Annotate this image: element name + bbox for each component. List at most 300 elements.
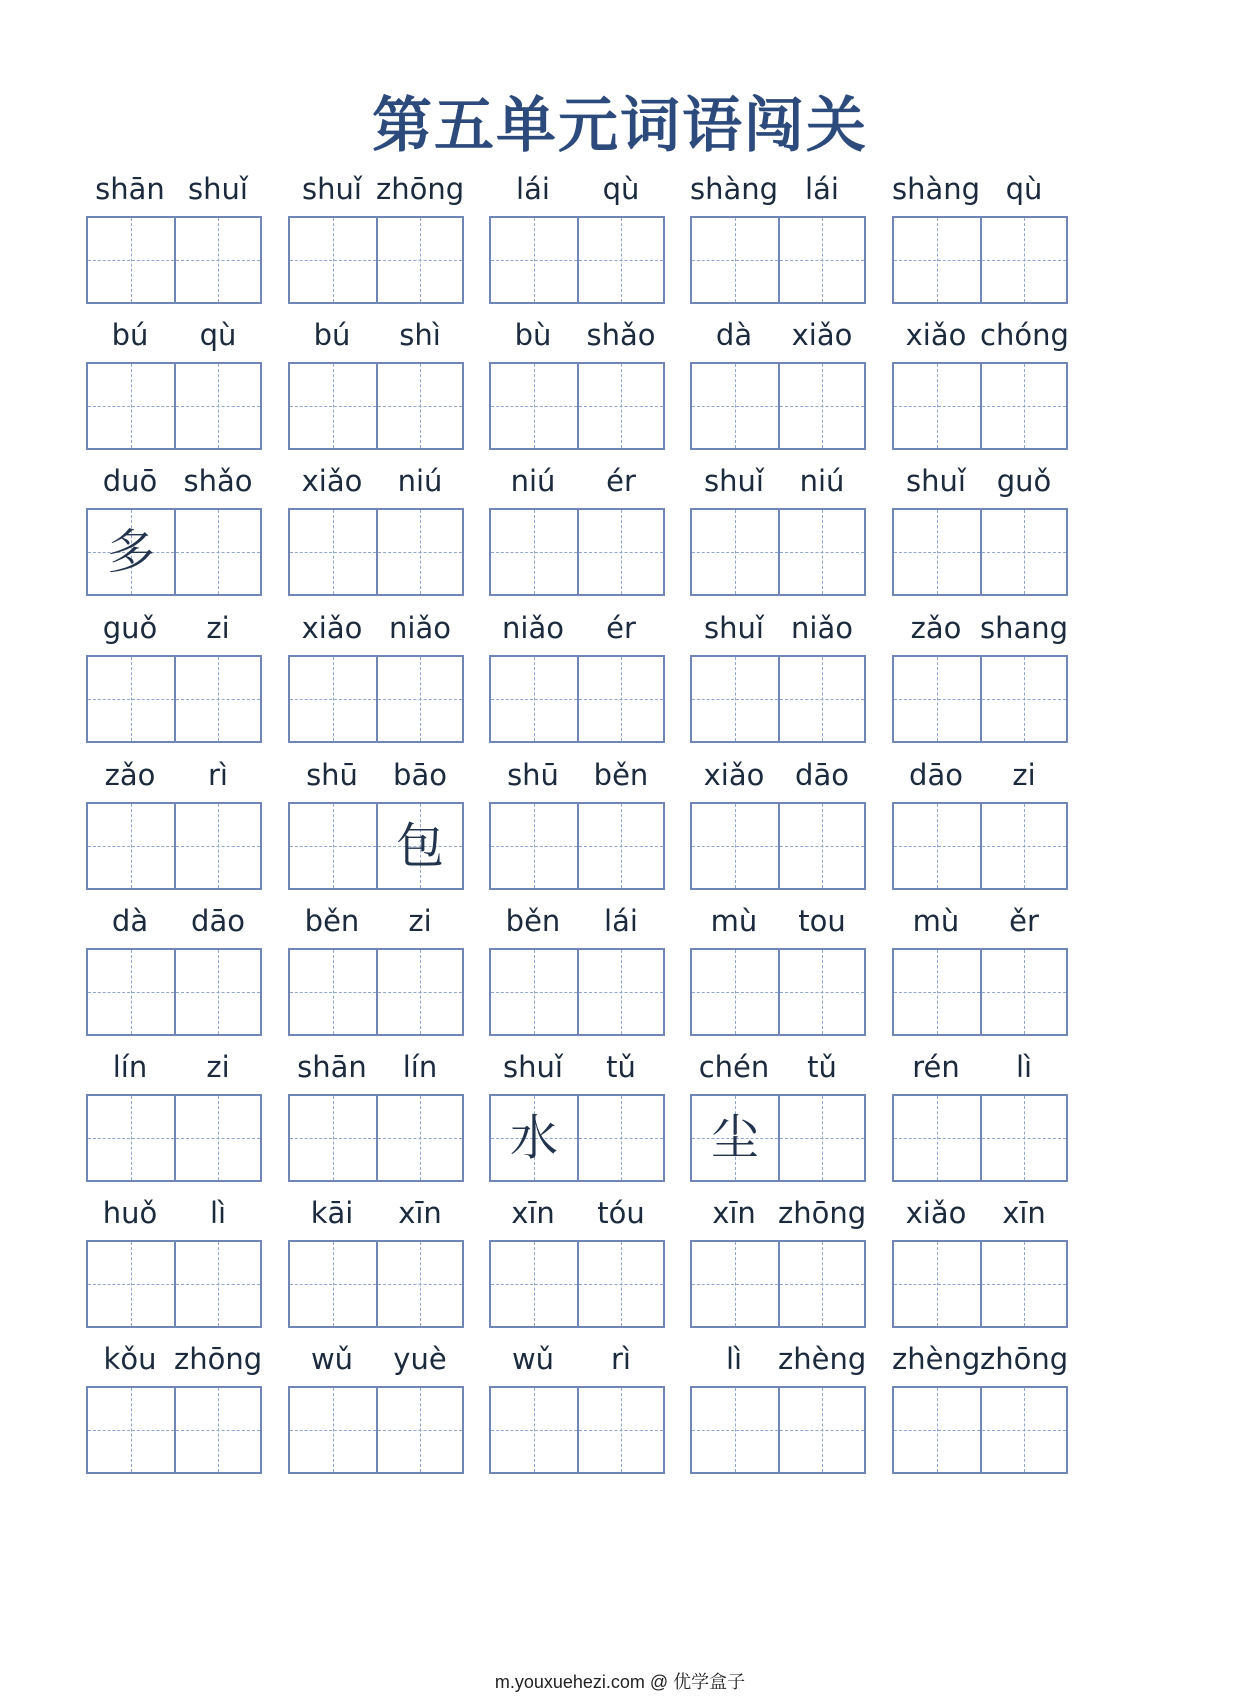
pinyin-line bbox=[690, 1048, 866, 1088]
character-square[interactable] bbox=[174, 950, 260, 1034]
word-cell bbox=[288, 609, 464, 739]
pinyin-syllable: lái bbox=[604, 904, 638, 938]
writing-box bbox=[690, 948, 866, 1036]
pinyin-syllable: xiǎo bbox=[301, 611, 363, 645]
writing-box bbox=[288, 362, 464, 450]
pinyin-syllable: lái bbox=[805, 172, 839, 206]
character-square[interactable] bbox=[491, 510, 577, 594]
written-character bbox=[88, 364, 174, 448]
written-character bbox=[491, 1388, 577, 1472]
word-cell bbox=[489, 609, 665, 739]
pinyin-line bbox=[892, 462, 1068, 502]
word-cell bbox=[288, 756, 464, 886]
pinyin-syllable: zhōng bbox=[778, 1196, 867, 1230]
word-cell bbox=[288, 902, 464, 1032]
character-square[interactable] bbox=[174, 657, 260, 741]
word-cell bbox=[892, 462, 1068, 592]
written-character bbox=[290, 1096, 376, 1180]
pinyin-syllable: ěr bbox=[1009, 904, 1039, 938]
writing-box bbox=[288, 508, 464, 596]
word-cell bbox=[489, 756, 665, 886]
character-square[interactable] bbox=[980, 804, 1066, 888]
character-square[interactable] bbox=[778, 510, 864, 594]
character-square[interactable] bbox=[980, 218, 1066, 302]
pinyin-syllable: zi bbox=[206, 611, 230, 645]
character-square[interactable] bbox=[88, 1242, 174, 1326]
character-square[interactable] bbox=[692, 950, 778, 1034]
character-square[interactable] bbox=[894, 950, 980, 1034]
character-square[interactable] bbox=[491, 218, 577, 302]
word-cell bbox=[690, 316, 866, 446]
writing-box bbox=[892, 508, 1068, 596]
character-square[interactable] bbox=[894, 804, 980, 888]
written-character bbox=[491, 657, 577, 741]
pinyin-syllable: tou bbox=[798, 904, 846, 938]
written-character bbox=[692, 218, 778, 302]
written-character bbox=[780, 1096, 864, 1180]
character-square[interactable] bbox=[290, 950, 376, 1034]
pinyin-syllable: huǒ bbox=[102, 1196, 158, 1230]
written-character bbox=[176, 364, 260, 448]
word-cell bbox=[489, 1048, 665, 1178]
pinyin-line bbox=[489, 1194, 665, 1234]
pinyin-syllable: zi bbox=[1012, 758, 1036, 792]
character-square[interactable] bbox=[491, 950, 577, 1034]
written-character bbox=[176, 1388, 260, 1472]
word-cell bbox=[690, 170, 866, 300]
written-character: 多 bbox=[106, 524, 155, 580]
character-square[interactable] bbox=[980, 364, 1066, 448]
written-character bbox=[290, 364, 376, 448]
written-character bbox=[894, 804, 980, 888]
pinyin-syllable: bāo bbox=[393, 758, 447, 792]
character-square[interactable] bbox=[692, 1242, 778, 1326]
character-square[interactable] bbox=[980, 1242, 1066, 1326]
writing-box bbox=[489, 948, 665, 1036]
pinyin-syllable: niú bbox=[799, 464, 845, 498]
written-character bbox=[692, 950, 778, 1034]
written-character bbox=[692, 510, 778, 594]
pinyin-syllable: shǎo bbox=[586, 318, 656, 352]
pinyin-line bbox=[489, 609, 665, 649]
pinyin-line bbox=[86, 1194, 262, 1234]
word-cell bbox=[690, 756, 866, 886]
character-square[interactable] bbox=[376, 364, 462, 448]
character-square[interactable] bbox=[894, 1388, 980, 1472]
writing-box bbox=[690, 1386, 866, 1474]
character-square[interactable] bbox=[88, 218, 174, 302]
word-cell bbox=[86, 902, 262, 1032]
written-character bbox=[176, 510, 260, 594]
writing-box bbox=[86, 216, 262, 304]
character-square[interactable] bbox=[174, 218, 260, 302]
word-cell bbox=[892, 609, 1068, 739]
written-character: 包 bbox=[395, 818, 444, 874]
character-square[interactable] bbox=[290, 1096, 376, 1180]
character-square[interactable] bbox=[577, 364, 663, 448]
character-square[interactable] bbox=[376, 804, 462, 888]
pinyin-syllable: zhōng bbox=[376, 172, 465, 206]
pinyin-syllable: shū bbox=[306, 758, 358, 792]
character-square[interactable] bbox=[577, 804, 663, 888]
character-square[interactable] bbox=[88, 364, 174, 448]
written-character bbox=[88, 1096, 174, 1180]
pinyin-syllable: chóng bbox=[980, 318, 1069, 352]
written-character bbox=[982, 218, 1066, 302]
character-square[interactable] bbox=[692, 657, 778, 741]
character-square[interactable] bbox=[290, 218, 376, 302]
writing-box bbox=[288, 1386, 464, 1474]
written-character bbox=[780, 510, 864, 594]
word-cell bbox=[690, 609, 866, 739]
character-square[interactable] bbox=[491, 1388, 577, 1472]
character-square[interactable] bbox=[491, 364, 577, 448]
pinyin-syllable: dà bbox=[111, 904, 149, 938]
pinyin-syllable: zhōng bbox=[980, 1342, 1069, 1376]
pinyin-syllable: qù bbox=[602, 172, 640, 206]
pinyin-line bbox=[690, 756, 866, 796]
writing-box bbox=[288, 802, 464, 890]
pinyin-syllable: zhèng bbox=[778, 1342, 867, 1376]
character-square[interactable] bbox=[88, 804, 174, 888]
character-square[interactable] bbox=[980, 1096, 1066, 1180]
character-square[interactable] bbox=[577, 1242, 663, 1326]
pinyin-syllable: rì bbox=[611, 1342, 631, 1376]
writing-box bbox=[86, 1094, 262, 1182]
word-cell bbox=[288, 1194, 464, 1324]
character-square[interactable] bbox=[88, 510, 174, 594]
written-character bbox=[579, 950, 663, 1034]
written-character bbox=[692, 1242, 778, 1326]
written-character bbox=[491, 1242, 577, 1326]
written-character bbox=[290, 1242, 376, 1326]
character-square[interactable] bbox=[88, 1388, 174, 1472]
word-cell bbox=[86, 609, 262, 739]
written-character bbox=[780, 364, 864, 448]
pinyin-line bbox=[892, 609, 1068, 649]
pinyin-line bbox=[288, 902, 464, 942]
pinyin-syllable: rì bbox=[208, 758, 228, 792]
pinyin-line bbox=[892, 1048, 1068, 1088]
word-cell bbox=[690, 462, 866, 592]
written-character bbox=[378, 364, 462, 448]
pinyin-syllable: shuǐ bbox=[704, 611, 764, 645]
word-cell bbox=[489, 170, 665, 300]
word-cell bbox=[690, 1340, 866, 1470]
character-square[interactable] bbox=[290, 804, 376, 888]
written-character bbox=[894, 1388, 980, 1472]
character-square[interactable] bbox=[290, 1242, 376, 1326]
written-character bbox=[579, 218, 663, 302]
character-square[interactable] bbox=[980, 510, 1066, 594]
character-square[interactable] bbox=[491, 657, 577, 741]
character-square[interactable] bbox=[692, 510, 778, 594]
written-character bbox=[290, 804, 376, 888]
character-square[interactable] bbox=[778, 218, 864, 302]
written-character bbox=[378, 1388, 462, 1472]
pinyin-syllable: zǎo bbox=[910, 611, 962, 645]
character-square[interactable] bbox=[174, 1242, 260, 1326]
character-square[interactable] bbox=[491, 804, 577, 888]
pinyin-syllable: wǔ bbox=[310, 1342, 354, 1376]
character-square[interactable] bbox=[894, 364, 980, 448]
word-cell bbox=[489, 1194, 665, 1324]
pinyin-syllable: dāo bbox=[909, 758, 963, 792]
word-cell bbox=[86, 1194, 262, 1324]
character-square[interactable] bbox=[692, 364, 778, 448]
character-square[interactable] bbox=[577, 1096, 663, 1180]
pinyin-line bbox=[892, 1340, 1068, 1380]
pinyin-line bbox=[690, 1194, 866, 1234]
word-cell bbox=[288, 1048, 464, 1178]
written-character bbox=[579, 1096, 663, 1180]
pinyin-line bbox=[892, 316, 1068, 356]
written-character bbox=[491, 510, 577, 594]
pinyin-syllable: rén bbox=[912, 1050, 960, 1084]
character-square[interactable] bbox=[894, 1242, 980, 1326]
character-square[interactable] bbox=[376, 218, 462, 302]
written-character bbox=[692, 364, 778, 448]
pinyin-syllable: běn bbox=[505, 904, 561, 938]
writing-box bbox=[86, 948, 262, 1036]
written-character bbox=[491, 950, 577, 1034]
pinyin-syllable: qù bbox=[199, 318, 237, 352]
written-character bbox=[894, 364, 980, 448]
written-character bbox=[780, 1388, 864, 1472]
character-square[interactable] bbox=[894, 1096, 980, 1180]
pinyin-line bbox=[86, 902, 262, 942]
character-square[interactable] bbox=[376, 950, 462, 1034]
character-square[interactable] bbox=[778, 804, 864, 888]
pinyin-syllable: shān bbox=[297, 1050, 367, 1084]
written-character bbox=[780, 218, 864, 302]
character-square[interactable] bbox=[174, 510, 260, 594]
character-square[interactable] bbox=[778, 1096, 864, 1180]
pinyin-syllable: mù bbox=[912, 904, 960, 938]
written-character bbox=[982, 364, 1066, 448]
writing-box bbox=[690, 655, 866, 743]
writing-box bbox=[489, 655, 665, 743]
pinyin-syllable: shū bbox=[507, 758, 559, 792]
writing-box bbox=[489, 802, 665, 890]
character-square[interactable] bbox=[290, 657, 376, 741]
character-square[interactable] bbox=[376, 1096, 462, 1180]
word-cell bbox=[288, 1340, 464, 1470]
pinyin-syllable: xiǎo bbox=[905, 1196, 967, 1230]
written-character bbox=[378, 657, 462, 741]
pinyin-syllable: niǎo bbox=[791, 611, 853, 645]
pinyin-line bbox=[288, 609, 464, 649]
pinyin-syllable: guǒ bbox=[102, 611, 158, 645]
writing-box bbox=[892, 362, 1068, 450]
pinyin-line bbox=[489, 316, 665, 356]
character-square[interactable] bbox=[980, 1388, 1066, 1472]
pinyin-syllable: bú bbox=[313, 318, 351, 352]
character-square[interactable] bbox=[174, 804, 260, 888]
written-character: 水 bbox=[509, 1110, 558, 1166]
written-character bbox=[88, 950, 174, 1034]
pinyin-syllable: lì bbox=[209, 1196, 227, 1230]
pinyin-line bbox=[86, 1340, 262, 1380]
written-character bbox=[579, 804, 663, 888]
character-square[interactable] bbox=[980, 657, 1066, 741]
writing-box bbox=[489, 362, 665, 450]
word-cell bbox=[690, 902, 866, 1032]
word-cell bbox=[86, 462, 262, 592]
pinyin-syllable: shuǐ bbox=[906, 464, 966, 498]
character-square[interactable] bbox=[290, 1388, 376, 1472]
character-square[interactable] bbox=[491, 1242, 577, 1326]
pinyin-line bbox=[288, 1194, 464, 1234]
written-character bbox=[378, 218, 462, 302]
writing-box bbox=[892, 802, 1068, 890]
pinyin-syllable: xiǎo bbox=[791, 318, 853, 352]
character-square[interactable] bbox=[290, 364, 376, 448]
writing-box bbox=[690, 1094, 866, 1182]
writing-box bbox=[892, 1094, 1068, 1182]
pinyin-syllable: shuǐ bbox=[188, 172, 248, 206]
character-square[interactable] bbox=[577, 950, 663, 1034]
character-square[interactable] bbox=[491, 1096, 577, 1180]
written-character bbox=[290, 218, 376, 302]
pinyin-syllable: shuǐ bbox=[302, 172, 362, 206]
pinyin-syllable: shàng bbox=[690, 172, 779, 206]
pinyin-syllable: duō bbox=[102, 464, 158, 498]
pinyin-syllable: xiǎo bbox=[703, 758, 765, 792]
written-character bbox=[780, 804, 864, 888]
writing-box bbox=[892, 1386, 1068, 1474]
word-cell bbox=[86, 170, 262, 300]
pinyin-syllable: guǒ bbox=[996, 464, 1052, 498]
word-cell bbox=[690, 1194, 866, 1324]
character-square[interactable] bbox=[376, 510, 462, 594]
character-square[interactable] bbox=[894, 657, 980, 741]
pinyin-syllable: yuè bbox=[393, 1342, 447, 1376]
written-character bbox=[579, 364, 663, 448]
pinyin-line bbox=[489, 1340, 665, 1380]
character-square[interactable] bbox=[290, 510, 376, 594]
written-character bbox=[378, 950, 462, 1034]
character-square[interactable] bbox=[376, 1242, 462, 1326]
character-square[interactable] bbox=[376, 657, 462, 741]
writing-box bbox=[489, 216, 665, 304]
pinyin-syllable: lì bbox=[725, 1342, 743, 1376]
pinyin-syllable: xīn bbox=[398, 1196, 442, 1230]
character-square[interactable] bbox=[577, 657, 663, 741]
pinyin-syllable: shì bbox=[399, 318, 441, 352]
writing-box bbox=[288, 655, 464, 743]
writing-box bbox=[288, 216, 464, 304]
word-cell bbox=[892, 1340, 1068, 1470]
pinyin-syllable: qù bbox=[1005, 172, 1043, 206]
character-square[interactable] bbox=[778, 950, 864, 1034]
word-cell bbox=[892, 902, 1068, 1032]
pinyin-syllable: zi bbox=[408, 904, 432, 938]
written-character bbox=[894, 657, 980, 741]
written-character bbox=[176, 657, 260, 741]
character-square[interactable] bbox=[88, 950, 174, 1034]
character-square[interactable] bbox=[778, 364, 864, 448]
written-character bbox=[982, 804, 1066, 888]
written-character bbox=[579, 1242, 663, 1326]
writing-box bbox=[86, 1240, 262, 1328]
writing-box bbox=[892, 216, 1068, 304]
pinyin-syllable: shān bbox=[95, 172, 165, 206]
pinyin-syllable: zi bbox=[206, 1050, 230, 1084]
character-square[interactable] bbox=[692, 1388, 778, 1472]
word-cell bbox=[489, 902, 665, 1032]
written-character bbox=[982, 1096, 1066, 1180]
character-square[interactable] bbox=[778, 1388, 864, 1472]
word-cell bbox=[86, 1340, 262, 1470]
character-square[interactable] bbox=[577, 218, 663, 302]
word-cell bbox=[489, 462, 665, 592]
writing-box bbox=[690, 508, 866, 596]
pinyin-syllable: zhōng bbox=[174, 1342, 263, 1376]
pinyin-syllable: xīn bbox=[712, 1196, 756, 1230]
pinyin-syllable: xīn bbox=[511, 1196, 555, 1230]
written-character bbox=[692, 657, 778, 741]
word-cell bbox=[288, 462, 464, 592]
pinyin-line bbox=[489, 170, 665, 210]
character-square[interactable] bbox=[692, 218, 778, 302]
character-square[interactable] bbox=[174, 1388, 260, 1472]
pinyin-syllable: niǎo bbox=[389, 611, 451, 645]
pinyin-syllable: niú bbox=[510, 464, 556, 498]
pinyin-line bbox=[86, 609, 262, 649]
character-square[interactable] bbox=[778, 657, 864, 741]
character-square[interactable] bbox=[692, 804, 778, 888]
character-square[interactable] bbox=[174, 364, 260, 448]
pinyin-syllable: lín bbox=[402, 1050, 438, 1084]
written-character bbox=[894, 510, 980, 594]
character-square[interactable] bbox=[174, 1096, 260, 1180]
character-square[interactable] bbox=[577, 510, 663, 594]
character-square[interactable] bbox=[980, 950, 1066, 1034]
pinyin-line bbox=[892, 170, 1068, 210]
pinyin-line bbox=[288, 462, 464, 502]
pinyin-line bbox=[288, 316, 464, 356]
written-character bbox=[88, 218, 174, 302]
character-square[interactable] bbox=[894, 510, 980, 594]
word-cell bbox=[288, 316, 464, 446]
writing-box bbox=[288, 1240, 464, 1328]
pinyin-syllable: zǎo bbox=[104, 758, 156, 792]
pinyin-syllable: kāi bbox=[310, 1196, 354, 1230]
pinyin-line bbox=[86, 756, 262, 796]
character-square[interactable] bbox=[577, 1388, 663, 1472]
character-square[interactable] bbox=[376, 1388, 462, 1472]
writing-box bbox=[86, 802, 262, 890]
pinyin-syllable: xiǎo bbox=[301, 464, 363, 498]
writing-box bbox=[690, 802, 866, 890]
character-square[interactable] bbox=[778, 1242, 864, 1326]
character-square[interactable] bbox=[894, 218, 980, 302]
character-square[interactable] bbox=[88, 657, 174, 741]
writing-box bbox=[489, 1094, 665, 1182]
written-character bbox=[176, 950, 260, 1034]
pinyin-syllable: lì bbox=[1015, 1050, 1033, 1084]
written-character bbox=[780, 657, 864, 741]
pinyin-line bbox=[690, 462, 866, 502]
pinyin-syllable: běn bbox=[593, 758, 649, 792]
written-character bbox=[88, 657, 174, 741]
character-square[interactable] bbox=[692, 1096, 778, 1180]
written-character bbox=[176, 1096, 260, 1180]
character-square[interactable] bbox=[88, 1096, 174, 1180]
pinyin-line bbox=[489, 756, 665, 796]
writing-box bbox=[86, 362, 262, 450]
